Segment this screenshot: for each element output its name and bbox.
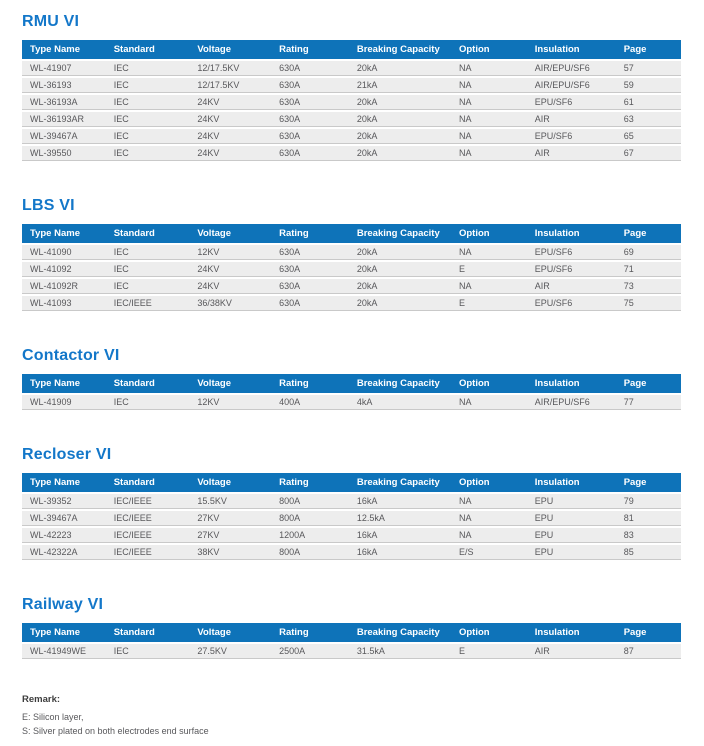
column-header: Page bbox=[616, 224, 681, 243]
column-header: Breaking Capacity bbox=[349, 224, 451, 243]
table-cell: EPU bbox=[527, 511, 616, 526]
column-header: Type Name bbox=[22, 374, 106, 393]
table-cell: EPU bbox=[527, 545, 616, 560]
table-cell: IEC/IEEE bbox=[106, 296, 190, 311]
table-cell: NA bbox=[451, 61, 527, 76]
column-header: Voltage bbox=[189, 224, 271, 243]
table-cell: 20kA bbox=[349, 245, 451, 260]
table-cell: 630A bbox=[271, 262, 349, 277]
column-header: Insulation bbox=[527, 473, 616, 492]
table-cell: IEC bbox=[106, 78, 190, 93]
table-cell: E bbox=[451, 296, 527, 311]
table-cell: 24KV bbox=[189, 129, 271, 144]
table-cell: 69 bbox=[616, 245, 681, 260]
table-cell: EPU/SF6 bbox=[527, 245, 616, 260]
table-cell: 27KV bbox=[189, 528, 271, 543]
table-cell: 630A bbox=[271, 95, 349, 110]
table-cell: 20kA bbox=[349, 95, 451, 110]
table-cell: AIR bbox=[527, 146, 616, 161]
remark-heading: Remark: bbox=[22, 694, 61, 705]
table-row bbox=[22, 279, 681, 294]
remark-line-s: S: Silver plated on both electrodes end surface bbox=[22, 726, 209, 736]
table-cell: 24KV bbox=[189, 262, 271, 277]
column-header: Option bbox=[451, 224, 527, 243]
table-cell: 16kA bbox=[349, 545, 451, 560]
table-cell: NA bbox=[451, 112, 527, 127]
column-header: Rating bbox=[271, 623, 349, 642]
product-section bbox=[22, 445, 681, 562]
table-cell: 15.5KV bbox=[189, 494, 271, 509]
column-header: Option bbox=[451, 473, 527, 492]
table-row bbox=[22, 245, 681, 260]
column-header: Page bbox=[616, 40, 681, 59]
table-cell: IEC bbox=[106, 245, 190, 260]
table-cell: NA bbox=[451, 279, 527, 294]
column-header: Page bbox=[616, 473, 681, 492]
table-cell: AIR bbox=[527, 112, 616, 127]
table-cell: 16kA bbox=[349, 528, 451, 543]
table-cell: 12/17.5KV bbox=[189, 78, 271, 93]
table-cell: 630A bbox=[271, 112, 349, 127]
table-cell: 20kA bbox=[349, 112, 451, 127]
table-cell: 12KV bbox=[189, 395, 271, 410]
table-cell: IEC bbox=[106, 95, 190, 110]
column-header: Voltage bbox=[189, 473, 271, 492]
table-cell: 4kA bbox=[349, 395, 451, 410]
column-header: Standard bbox=[106, 623, 190, 642]
section-title: LBS VI bbox=[22, 197, 75, 214]
column-header: Insulation bbox=[527, 623, 616, 642]
spec-table bbox=[22, 621, 681, 661]
header-row bbox=[22, 40, 681, 59]
table-cell: WL-41907 bbox=[22, 61, 106, 76]
header-row bbox=[22, 224, 681, 243]
table-cell: EPU/SF6 bbox=[527, 129, 616, 144]
table-cell: NA bbox=[451, 494, 527, 509]
column-header: Page bbox=[616, 623, 681, 642]
column-header: Breaking Capacity bbox=[349, 374, 451, 393]
column-header: Insulation bbox=[527, 374, 616, 393]
table-cell: WL-36193A bbox=[22, 95, 106, 110]
table-cell: IEC/IEEE bbox=[106, 511, 190, 526]
table-cell: 20kA bbox=[349, 61, 451, 76]
table-cell: 79 bbox=[616, 494, 681, 509]
column-header: Breaking Capacity bbox=[349, 473, 451, 492]
table-cell: IEC bbox=[106, 279, 190, 294]
table-cell: IEC bbox=[106, 61, 190, 76]
table-cell: 24KV bbox=[189, 95, 271, 110]
table-cell: 24KV bbox=[189, 112, 271, 127]
table-row bbox=[22, 395, 681, 410]
table-cell: WL-36193 bbox=[22, 78, 106, 93]
table-cell: 24KV bbox=[189, 146, 271, 161]
table-cell: 57 bbox=[616, 61, 681, 76]
column-header: Standard bbox=[106, 224, 190, 243]
table-row bbox=[22, 61, 681, 76]
table-cell: 65 bbox=[616, 129, 681, 144]
table-cell: EPU bbox=[527, 528, 616, 543]
table-row bbox=[22, 511, 681, 526]
table-cell: IEC bbox=[106, 112, 190, 127]
table-cell: WL-41949WE bbox=[22, 644, 106, 659]
table-cell: 20kA bbox=[349, 296, 451, 311]
table-cell: 36/38KV bbox=[189, 296, 271, 311]
table-row bbox=[22, 528, 681, 543]
table-cell: NA bbox=[451, 129, 527, 144]
table-cell: NA bbox=[451, 95, 527, 110]
table-row bbox=[22, 545, 681, 560]
table-cell: 630A bbox=[271, 129, 349, 144]
table-cell: 85 bbox=[616, 545, 681, 560]
table-cell: 59 bbox=[616, 78, 681, 93]
column-header: Option bbox=[451, 40, 527, 59]
column-header: Rating bbox=[271, 224, 349, 243]
table-cell: 77 bbox=[616, 395, 681, 410]
column-header: Rating bbox=[271, 473, 349, 492]
column-header: Rating bbox=[271, 40, 349, 59]
table-cell: NA bbox=[451, 245, 527, 260]
table-cell: 1200A bbox=[271, 528, 349, 543]
column-header: Voltage bbox=[189, 623, 271, 642]
remark-block bbox=[22, 694, 681, 738]
spec-table bbox=[22, 372, 681, 412]
column-header: Page bbox=[616, 374, 681, 393]
column-header: Voltage bbox=[189, 40, 271, 59]
table-row bbox=[22, 644, 681, 659]
table-cell: EPU/SF6 bbox=[527, 262, 616, 277]
table-cell: 800A bbox=[271, 545, 349, 560]
table-cell: WL-39352 bbox=[22, 494, 106, 509]
column-header: Type Name bbox=[22, 473, 106, 492]
spec-table bbox=[22, 222, 681, 313]
table-cell: WL-41092 bbox=[22, 262, 106, 277]
header-row bbox=[22, 623, 681, 642]
table-cell: NA bbox=[451, 395, 527, 410]
table-cell: WL-41090 bbox=[22, 245, 106, 260]
table-row bbox=[22, 146, 681, 161]
header-row bbox=[22, 374, 681, 393]
table-cell: 73 bbox=[616, 279, 681, 294]
table-cell: AIR/EPU/SF6 bbox=[527, 395, 616, 410]
table-cell: 87 bbox=[616, 644, 681, 659]
table-cell: 800A bbox=[271, 494, 349, 509]
table-cell: 83 bbox=[616, 528, 681, 543]
table-cell: NA bbox=[451, 511, 527, 526]
table-cell: IEC/IEEE bbox=[106, 528, 190, 543]
table-cell: EPU bbox=[527, 494, 616, 509]
spec-table bbox=[22, 471, 681, 562]
table-cell: 800A bbox=[271, 511, 349, 526]
table-cell: WL-41092R bbox=[22, 279, 106, 294]
table-cell: 81 bbox=[616, 511, 681, 526]
table-cell: 630A bbox=[271, 296, 349, 311]
table-cell: 27.5KV bbox=[189, 644, 271, 659]
table-row bbox=[22, 129, 681, 144]
table-cell: EPU/SF6 bbox=[527, 296, 616, 311]
table-cell: WL-36193AR bbox=[22, 112, 106, 127]
table-cell: 27KV bbox=[189, 511, 271, 526]
table-cell: IEC bbox=[106, 146, 190, 161]
column-header: Standard bbox=[106, 40, 190, 59]
table-cell: 63 bbox=[616, 112, 681, 127]
table-cell: 12.5kA bbox=[349, 511, 451, 526]
table-cell: 21kA bbox=[349, 78, 451, 93]
table-cell: 400A bbox=[271, 395, 349, 410]
table-cell: IEC/IEEE bbox=[106, 494, 190, 509]
table-cell: NA bbox=[451, 146, 527, 161]
table-row bbox=[22, 112, 681, 127]
section-title: Contactor VI bbox=[22, 347, 120, 364]
remark-line-e: E: Silicon layer, bbox=[22, 712, 84, 722]
table-cell: 20kA bbox=[349, 129, 451, 144]
column-header: Rating bbox=[271, 374, 349, 393]
table-cell: 630A bbox=[271, 61, 349, 76]
product-section bbox=[22, 12, 681, 163]
spec-table bbox=[22, 38, 681, 163]
table-cell: WL-39550 bbox=[22, 146, 106, 161]
table-cell: AIR bbox=[527, 644, 616, 659]
section-title: Recloser VI bbox=[22, 446, 112, 463]
column-header: Voltage bbox=[189, 374, 271, 393]
table-cell: 2500A bbox=[271, 644, 349, 659]
table-cell: E bbox=[451, 262, 527, 277]
table-cell: 67 bbox=[616, 146, 681, 161]
column-header: Type Name bbox=[22, 224, 106, 243]
sections-container bbox=[22, 12, 681, 661]
product-section bbox=[22, 196, 681, 313]
table-row bbox=[22, 95, 681, 110]
table-cell: WL-41093 bbox=[22, 296, 106, 311]
table-row bbox=[22, 78, 681, 93]
column-header: Option bbox=[451, 623, 527, 642]
table-cell: WL-41909 bbox=[22, 395, 106, 410]
table-cell: 75 bbox=[616, 296, 681, 311]
table-cell: 630A bbox=[271, 78, 349, 93]
column-header: Type Name bbox=[22, 623, 106, 642]
table-cell: NA bbox=[451, 78, 527, 93]
column-header: Breaking Capacity bbox=[349, 40, 451, 59]
column-header: Type Name bbox=[22, 40, 106, 59]
table-cell: 12/17.5KV bbox=[189, 61, 271, 76]
product-section bbox=[22, 346, 681, 412]
table-cell: 630A bbox=[271, 245, 349, 260]
table-cell: 630A bbox=[271, 279, 349, 294]
section-title: Railway VI bbox=[22, 596, 104, 613]
section-title: RMU VI bbox=[22, 13, 80, 30]
table-cell: AIR bbox=[527, 279, 616, 294]
table-cell: IEC bbox=[106, 129, 190, 144]
table-cell: 20kA bbox=[349, 262, 451, 277]
table-cell: IEC/IEEE bbox=[106, 545, 190, 560]
table-cell: 20kA bbox=[349, 279, 451, 294]
table-cell: 61 bbox=[616, 95, 681, 110]
table-cell: 24KV bbox=[189, 279, 271, 294]
table-cell: 38KV bbox=[189, 545, 271, 560]
table-cell: IEC bbox=[106, 395, 190, 410]
table-cell: EPU/SF6 bbox=[527, 95, 616, 110]
table-row bbox=[22, 494, 681, 509]
column-header: Insulation bbox=[527, 224, 616, 243]
table-row bbox=[22, 262, 681, 277]
table-cell: WL-39467A bbox=[22, 511, 106, 526]
table-cell: 31.5kA bbox=[349, 644, 451, 659]
table-cell: AIR/EPU/SF6 bbox=[527, 78, 616, 93]
header-row bbox=[22, 473, 681, 492]
product-section bbox=[22, 595, 681, 661]
table-cell: E/S bbox=[451, 545, 527, 560]
table-cell: 71 bbox=[616, 262, 681, 277]
table-cell: 12KV bbox=[189, 245, 271, 260]
table-cell: 16kA bbox=[349, 494, 451, 509]
column-header: Insulation bbox=[527, 40, 616, 59]
column-header: Breaking Capacity bbox=[349, 623, 451, 642]
table-cell: IEC bbox=[106, 262, 190, 277]
table-cell: WL-42223 bbox=[22, 528, 106, 543]
table-cell: NA bbox=[451, 528, 527, 543]
column-header: Option bbox=[451, 374, 527, 393]
table-cell: 20kA bbox=[349, 146, 451, 161]
table-cell: WL-42322A bbox=[22, 545, 106, 560]
table-cell: 630A bbox=[271, 146, 349, 161]
column-header: Standard bbox=[106, 374, 190, 393]
table-cell: E bbox=[451, 644, 527, 659]
table-cell: AIR/EPU/SF6 bbox=[527, 61, 616, 76]
table-cell: IEC bbox=[106, 644, 190, 659]
column-header: Standard bbox=[106, 473, 190, 492]
table-row bbox=[22, 296, 681, 311]
table-cell: WL-39467A bbox=[22, 129, 106, 144]
